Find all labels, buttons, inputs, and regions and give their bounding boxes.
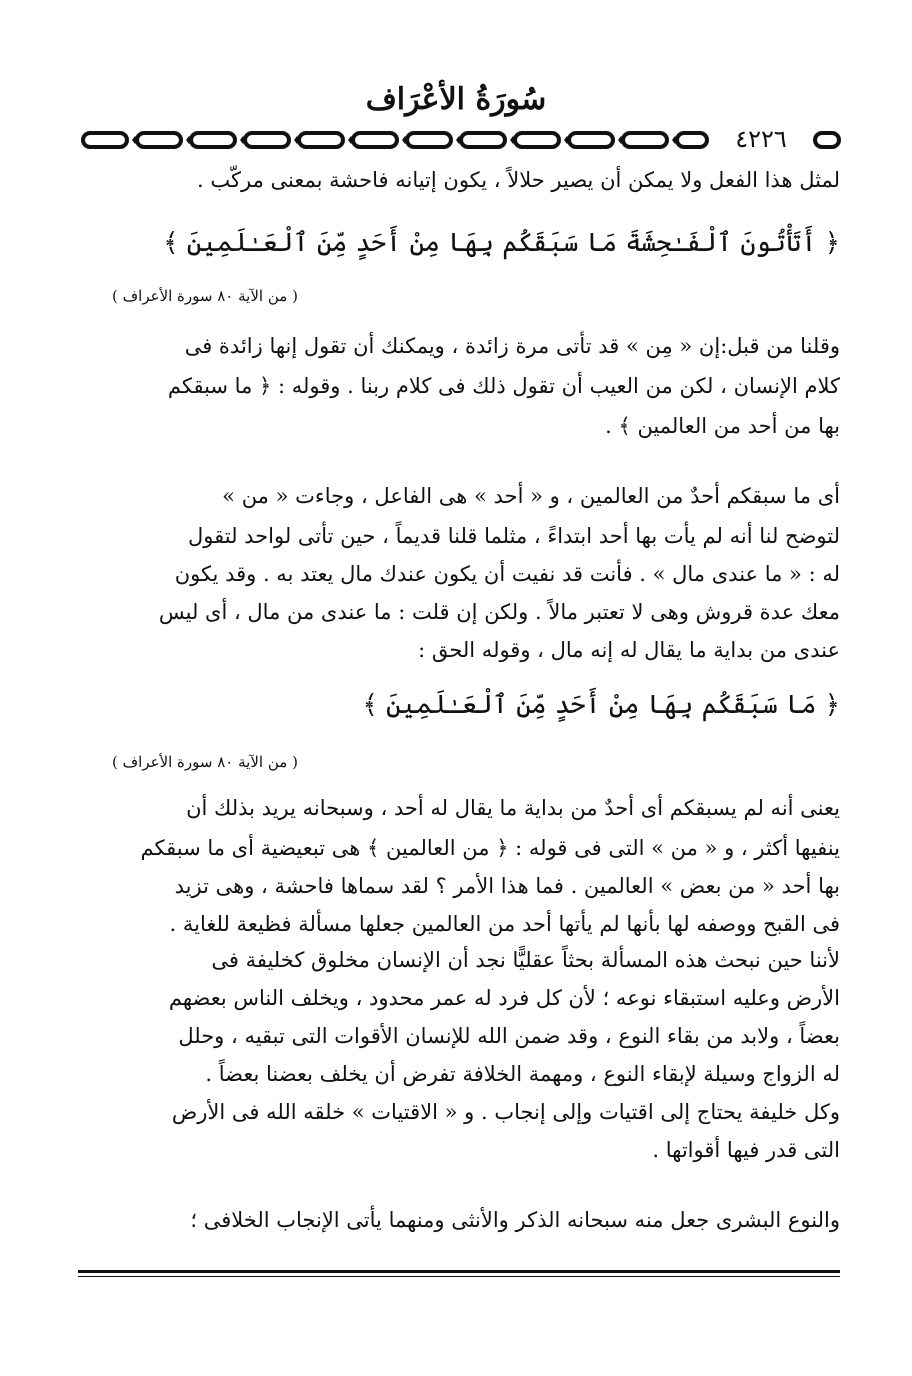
text-line: لتوضح لنا أنه لم يأت بها أحد ابتداءً ، مثلما قلنا قديماً ، حين تأتى لواحد لتقول xyxy=(188,524,840,548)
text-line: معك عدة قروش وهى لا تعتبر مالاً . ولكن إن قلت : ما عندى من مال ، أى ليس xyxy=(158,600,840,624)
text-line: عندى من بداية ما يقال له إنه مال ، وقوله الحق : xyxy=(418,638,840,662)
text-line: ينفيها أكثر ، و « من » التى فى قوله : ﴿ من العالمين ﴾ هى تبعيضية أى ما سبقكم xyxy=(140,836,840,860)
text-line: بعضاً ، ولابد من بقاء النوع ، وقد ضمن الله للإنسان الأقوات التى تبقيه ، وحلل xyxy=(178,1024,840,1048)
text-line: لأننا حين نبحث هذه المسألة بحثاً عقليًّا نجد أن الإنسان مخلوق كخليفة فى xyxy=(211,948,840,972)
text-line: الأرض وعليه استبقاء نوعه ؛ لأن كل فرد له عمر محدود ، ويخلف الناس بعضهم xyxy=(168,986,840,1010)
text-line: أى ما سبقكم أحدٌ من العالمين ، و « أحد » هى الفاعل ، وجاءت « من » xyxy=(222,484,840,508)
quran-verse: ﴿ مَا سَبَقَكُم بِهَا مِنْ أَحَدٍ مِّنَ ٱلْعَـٰلَمِينَ ﴾ xyxy=(362,690,840,720)
text-line: له الزواج وسيلة لإبقاء النوع ، ومهمة الخلافة تفرض أن يخلف بعضنا بعضاً . xyxy=(205,1062,840,1086)
text-line: لمثل هذا الفعل ولا يمكن أن يصير حلالاً ، يكون إتيانه فاحشة بمعنى مركّب . xyxy=(197,168,840,192)
text-line: التى قدر فيها أقواتها . xyxy=(652,1138,840,1162)
text-line: بها من أحد من العالمين ﴾ . xyxy=(605,414,840,438)
text-line: وقلنا من قبل:إن « مِن » قد تأتى مرة زائدة ، ويمكنك أن تقول إنها زائدة فى xyxy=(184,334,840,358)
text-line: والنوع البشرى جعل منه سبحانه الذكر والأنثى ومنهما يأتى الإنجاب الخلافى ؛ xyxy=(190,1208,840,1232)
page-number: ٤٢٢٦ xyxy=(735,125,787,153)
ornamental-chain-end xyxy=(812,130,842,150)
verse-reference: ( من الآية ٨٠ سورة الأعراف ) xyxy=(112,753,298,771)
ornamental-chain-border xyxy=(80,130,710,150)
surah-title: سُورَةُ الأعْرَاف xyxy=(365,82,547,117)
footer-rule xyxy=(78,1270,840,1273)
text-line: كلام الإنسان ، لكن من العيب أن تقول ذلك فى كلام ربنا . وقوله : ﴿ ما سبقكم xyxy=(167,374,840,398)
quran-verse: ﴿ أَتَأْتُونَ ٱلْفَـٰحِشَةَ مَا سَبَقَكُم بِهَا مِنْ أَحَدٍ مِّنَ ٱلْعَـٰلَمِينَ ﴾ xyxy=(163,228,840,258)
text-line: فى القبح ووصفه لها بأنها لم يأتها أحد من العالمين جعلها مسألة فظيعة للغاية . xyxy=(169,912,840,936)
text-line: يعنى أنه لم يسبقكم أى أحدٌ من بداية ما يقال له أحد ، وسبحانه يريد بذلك أن xyxy=(186,796,840,820)
text-line: بها أحد « من بعض » العالمين . فما هذا الأمر ؟ لقد سماها فاحشة ، وهى تزيد xyxy=(174,874,840,898)
footer-rule-thin xyxy=(78,1276,840,1277)
verse-reference: ( من الآية ٨٠ سورة الأعراف ) xyxy=(112,287,298,305)
text-line: له : « ما عندى مال » . فأنت قد نفيت أن يكون عندك مال يعتد به . وقد يكون xyxy=(174,562,840,586)
text-line: وكل خليفة يحتاج إلى اقتيات وإلى إنجاب . و « الاقتيات » خلقه الله فى الأرض xyxy=(171,1100,840,1124)
